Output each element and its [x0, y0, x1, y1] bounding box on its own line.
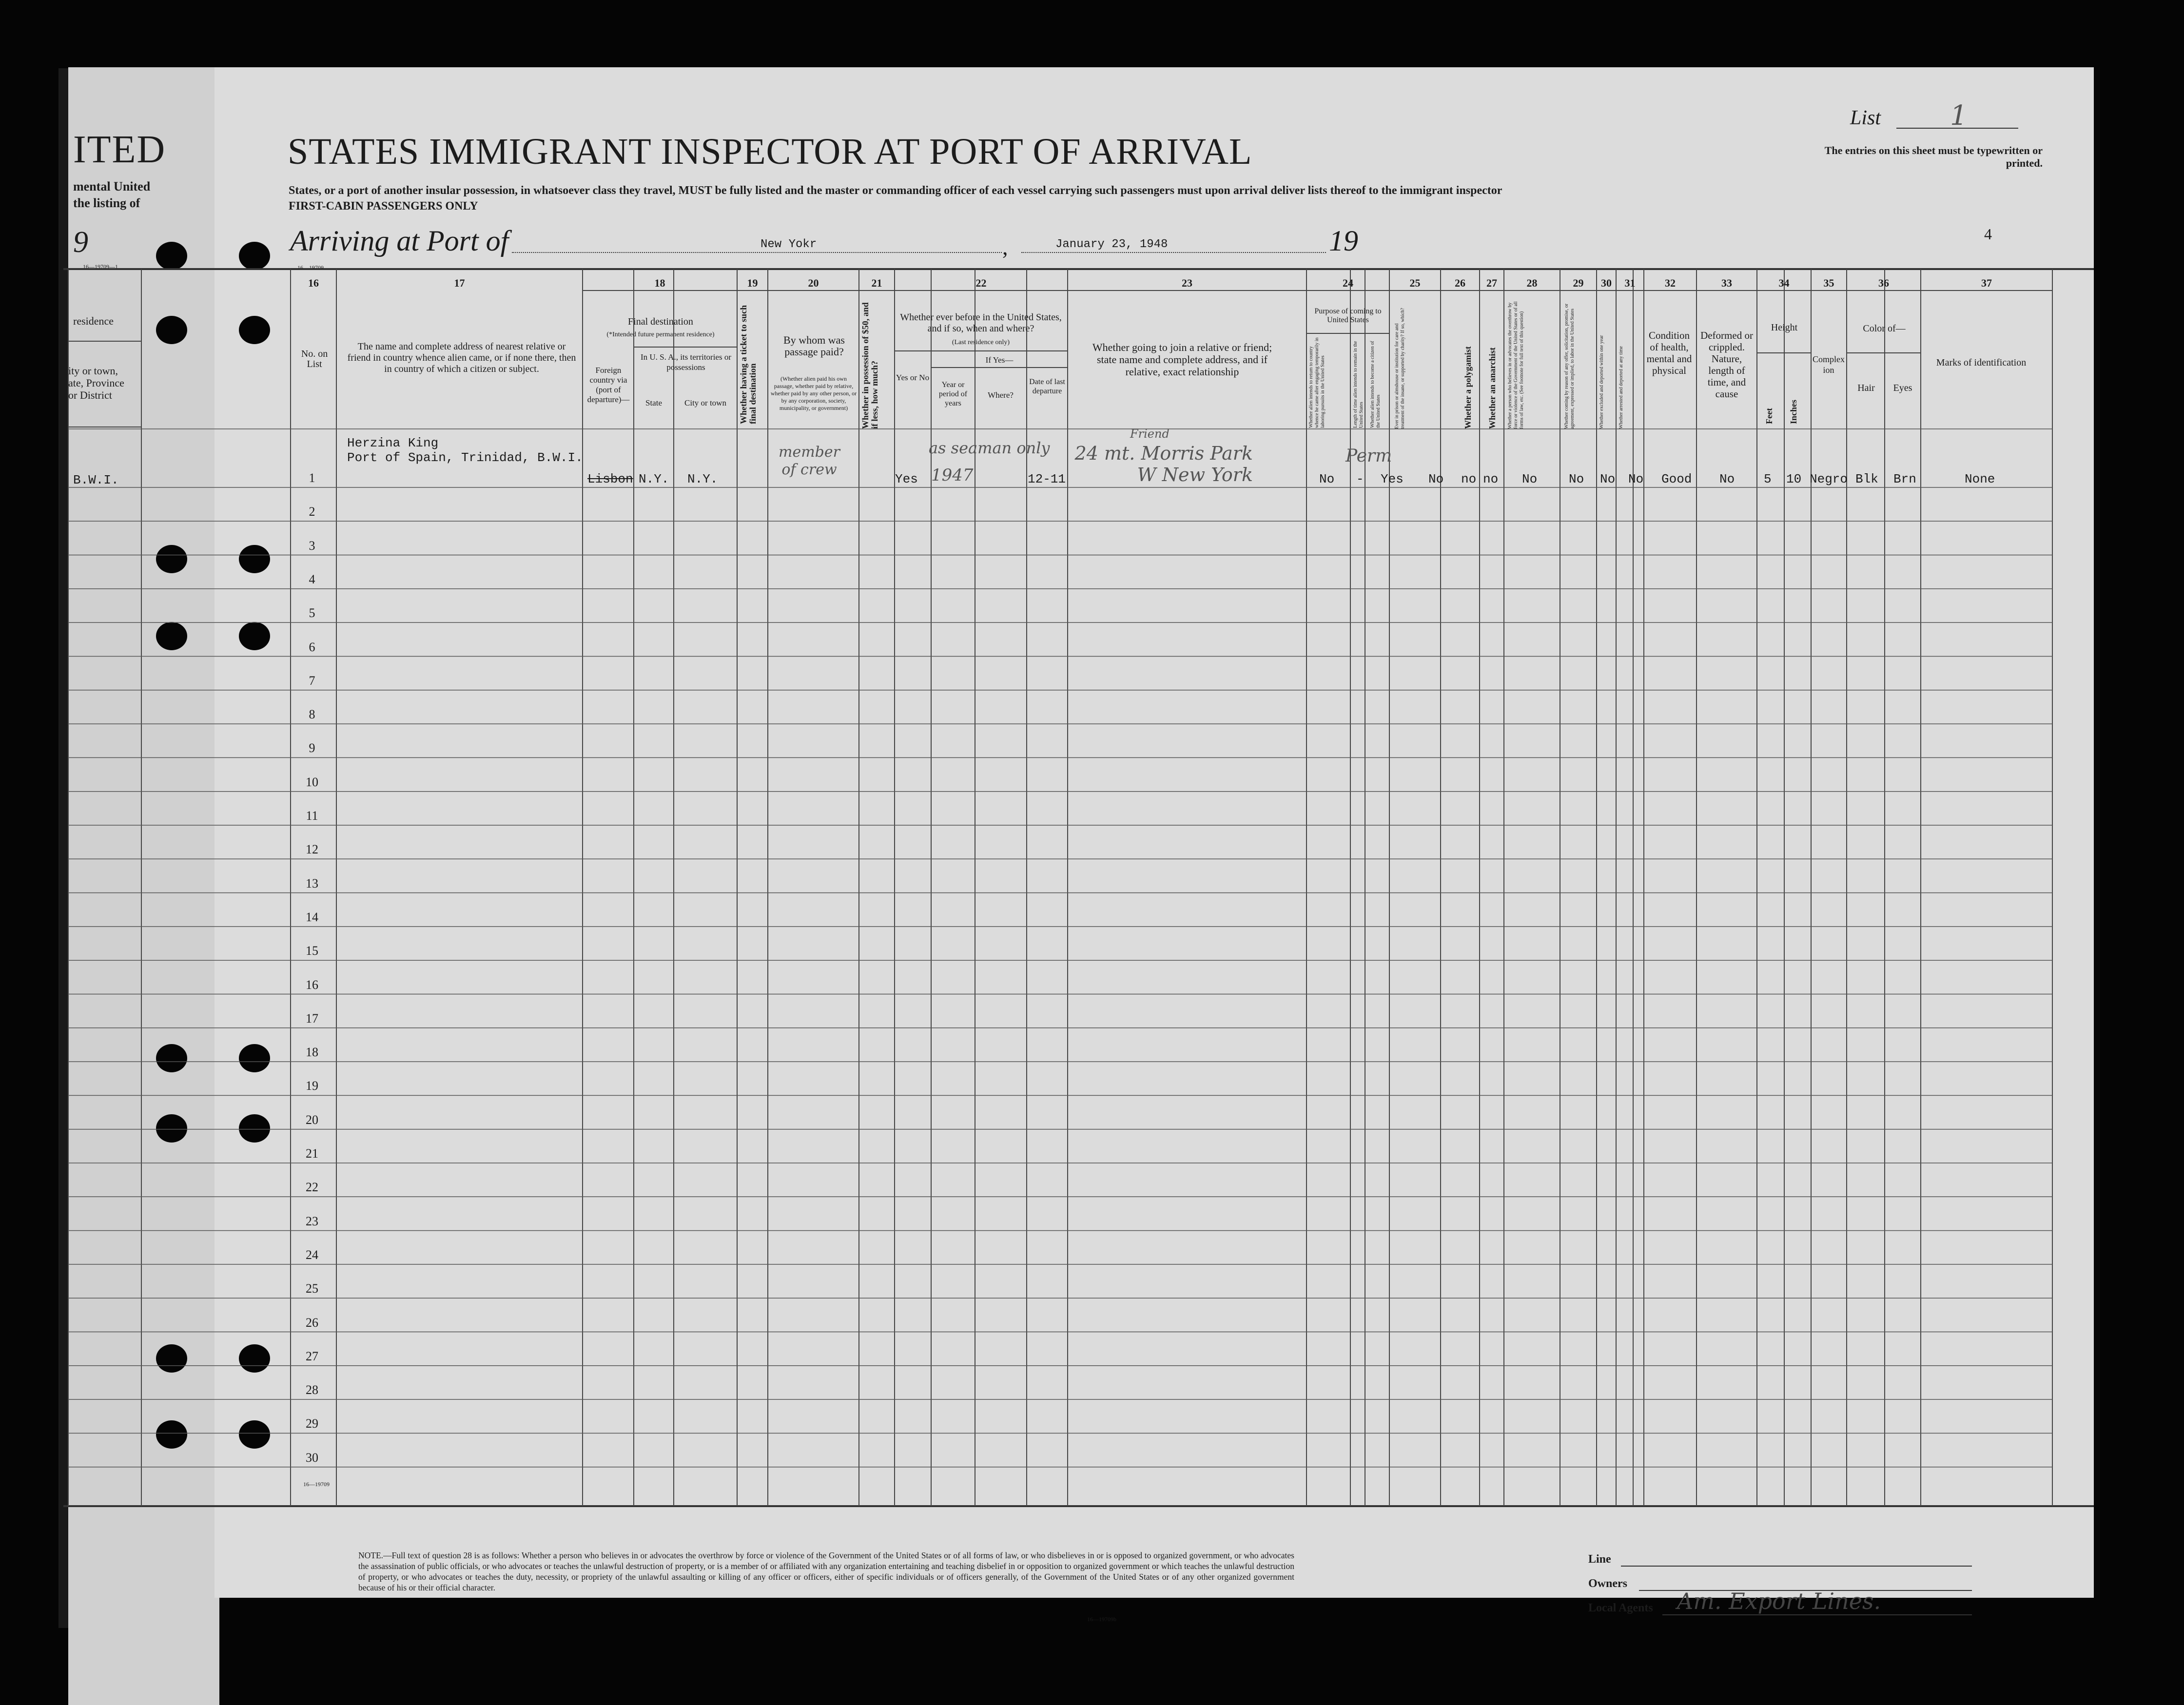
header-health: Condition of health, mental and physical	[1646, 329, 1692, 376]
comma: ,	[1002, 234, 1008, 259]
header-return-intent: Whether alien intends to return to country whence he came after engaging temporarily in laboring pursuits in the United States	[1308, 337, 1326, 428]
row-number: 8	[309, 707, 315, 722]
header-before-in-us: Whether ever before in the United States, and if so, when and where?	[900, 312, 1062, 334]
city-line: ate, Province	[68, 377, 124, 389]
header-foreign-via: Foreign country via (port of departure)—	[587, 366, 630, 404]
column-number: 27	[1486, 277, 1497, 289]
form-code-2: 16—19709	[297, 264, 324, 271]
going-to-join: 24 mt. Morris Park W New York	[1074, 443, 1253, 485]
header-feet: Feet	[1764, 408, 1774, 424]
eye-color: Brn	[1893, 472, 1916, 486]
page-title: STATES IMMIGRANT INSPECTOR AT PORT OF ARRIVAL	[288, 131, 1252, 172]
length-of-stay: -	[1356, 472, 1364, 486]
header-last-departure: Date of last departure	[1029, 378, 1065, 395]
column-number: 20	[808, 277, 819, 289]
agents-underline	[1662, 1614, 1972, 1615]
header-if-yes: If Yes—	[985, 355, 1014, 365]
last-departure: 12-11	[1028, 472, 1066, 486]
header-inches: Inches	[1789, 399, 1798, 424]
column-number: 26	[1455, 277, 1465, 289]
footnote: NOTE.—Full text of question 28 is as follows: Whether a person who believes in or advocates the overthrow by force or violence of the Government of the United States or of all forms of law, or who disbelieves in or is opposed to organized government, or who advocates the assassination of public officials, or who advocates or teaches the unlawful destruction of property, or is a member of or affiliated with any organization entertaining and teaching disbelief in or opposition to organized government or which teaches the unlawful destruction of property, or who advocates or teaches the duty, necessity, or propriety of the unlawful assaulting or killing of any officer or officers, either of specific individuals or of officers generally, of the Government of the United States or of any other organized government because of his or their official character.	[358, 1550, 1294, 1592]
header-q28: Whether a person who believes in or advocates the overthrow by force or violence of the Government of the United States or of all forms of law, etc. (See footnote for full text of this question)	[1507, 301, 1524, 429]
row-number: 21	[306, 1146, 318, 1161]
header-before-sub: (Last residence only)	[952, 339, 1010, 346]
header-purpose: Purpose of coming to United States	[1314, 307, 1382, 324]
header-going-to-join: Whether going to join a relative or friend; state name and complete address, and if relative, exact relationship	[1092, 341, 1272, 378]
q28: No	[1522, 472, 1538, 486]
residence-header: residence	[73, 315, 114, 327]
form-code: 16—19709—1	[83, 263, 118, 270]
polygamist: no	[1461, 472, 1477, 486]
row-number: 12	[306, 842, 318, 857]
health: Good	[1661, 472, 1692, 486]
row-number: 16	[306, 977, 318, 992]
column-number: 28	[1526, 277, 1538, 289]
header-relative: The name and complete address of nearest relative or friend in country whence alien came, or if none there, then in country of which a citizen or subject.	[347, 341, 576, 374]
year-in-us: 1947	[931, 465, 974, 485]
header-fifty-dollars: Whether in possession of $50, and if less, how much?	[860, 302, 879, 429]
city-line: ity or town,	[68, 365, 118, 377]
column-number: 32	[1665, 277, 1676, 289]
header-q29: Whether coming by reason of any offer, solicitation, promise, or agreement, expressed or implied, to labor in the United States	[1564, 303, 1575, 429]
header-final-destination: Final destination	[628, 316, 693, 327]
header-instruction: States, or a port of another insular possession, in whatsoever class they travel, MUST be fully listed and the master or commanding officer of each vessel carrying such passengers must upon arrival deliver lists thereof to the immigrant inspector	[289, 184, 1502, 197]
left-fragment-1: mental United	[73, 179, 151, 194]
row-number: 25	[306, 1281, 318, 1296]
header-anarchist: Whether an anarchist	[1487, 347, 1497, 429]
header-state: State	[645, 398, 662, 407]
header-final-destination-sub: (*Intended future permanent residence)	[606, 331, 715, 338]
row-number: 28	[306, 1383, 318, 1397]
header-height: Height	[1771, 322, 1798, 333]
header-in-usa: In U. S. A., its territories or possessions	[640, 352, 732, 372]
column-number: 36	[1878, 277, 1889, 289]
header-citizen-intent: Whether alien intends to become a citizen of the United States	[1370, 341, 1381, 428]
page-number: 4	[1984, 225, 1992, 243]
q29: No	[1569, 472, 1584, 486]
row-number: 14	[306, 910, 318, 924]
header-color-of: Color of—	[1863, 323, 1906, 334]
hair-color: Blk	[1855, 472, 1878, 486]
column-number: 24	[1343, 277, 1353, 289]
column-number: 37	[1981, 277, 1992, 289]
column-number: 35	[1823, 277, 1834, 289]
header-passage-paid: By whom was passage paid?	[783, 334, 845, 358]
foreign-via: Lisbon	[587, 472, 633, 486]
header-yes-no: Yes or No	[896, 373, 930, 382]
residence-row-1: B.W.I.	[73, 473, 119, 487]
relative-name: Herzina King	[347, 436, 439, 450]
residence-city-header	[68, 365, 141, 401]
list-label: List	[1850, 107, 1881, 129]
before-in-us: Yes	[895, 472, 918, 486]
header-deformed: Deformed or crippled. Nature, length of time, and cause	[1700, 329, 1753, 400]
column-number: 17	[454, 277, 465, 289]
year-prefix: 19	[1329, 225, 1358, 257]
row-number: 4	[309, 572, 315, 586]
column-number: 25	[1409, 277, 1421, 289]
header-city: City or town	[684, 398, 726, 407]
row-number: 13	[306, 876, 318, 891]
port-value: New Yokr	[760, 238, 817, 251]
footer-form-code: 16—19709b	[1087, 1616, 1116, 1623]
relative-address: Port of Spain, Trinidad, B.W.I.	[347, 450, 583, 465]
header-passage-sub: (Whether alien paid his own passage, whether paid by relative, whether paid by any other person, or by any corporation, society, municipality, or government)	[770, 375, 857, 411]
column-number: 19	[747, 277, 758, 289]
header-q30: Whether excluded and deported within one year	[1599, 335, 1604, 429]
going-to-join-note: Friend	[1130, 427, 1170, 441]
complexion: Negro	[1810, 472, 1848, 486]
list-number: 1	[1950, 100, 1968, 132]
height-feet: 5	[1764, 472, 1772, 486]
header-where: Where?	[988, 390, 1014, 400]
header-eyes: Eyes	[1893, 383, 1912, 393]
return-intent: No	[1319, 472, 1335, 486]
row-number: 15	[306, 944, 318, 958]
destination-city: N.Y.	[687, 472, 718, 486]
city-line: or District	[68, 389, 112, 401]
row-number: 26	[306, 1315, 318, 1330]
deformed: No	[1719, 472, 1735, 486]
title-fragment: ITED	[73, 128, 166, 171]
row-number: 18	[306, 1045, 318, 1060]
q30: No	[1600, 472, 1616, 486]
column-number: 16	[308, 277, 319, 289]
row-number: 22	[306, 1180, 318, 1195]
row-number: 9	[309, 741, 315, 756]
header-ticket: Whether having a ticket to such final destination	[739, 305, 758, 424]
line-label: Line	[1588, 1553, 1611, 1566]
column-number: 18	[654, 277, 665, 289]
row-number: 10	[306, 775, 318, 789]
row-number: 27	[306, 1349, 318, 1363]
column-number: 23	[1182, 277, 1192, 289]
row-number: 2	[309, 504, 315, 519]
row-number: 23	[306, 1214, 318, 1228]
marks-of-identification: None	[1965, 472, 1995, 486]
row-number: 19	[306, 1079, 318, 1093]
row-number: 7	[309, 673, 315, 688]
where-in-us: as seaman only	[929, 439, 1050, 457]
row-number: 24	[306, 1247, 318, 1262]
column-number: 21	[871, 277, 882, 289]
row-number: 6	[309, 639, 315, 654]
footer-form-code-left: 16—19709	[303, 1481, 330, 1488]
header-no-on-list: No. on List	[301, 349, 328, 369]
arriving-label: Arriving at Port of	[290, 225, 509, 257]
row-number: 20	[306, 1112, 318, 1127]
left-year-fragment: 9	[73, 226, 88, 259]
prison: No	[1428, 472, 1444, 486]
citizen-intent: Yes	[1381, 472, 1404, 486]
header-marks: Marks of identification	[1936, 357, 2027, 368]
passage-paid-by: member of crew	[779, 444, 840, 478]
length-of-stay-note: Perm	[1346, 446, 1392, 466]
row-number: 5	[309, 606, 315, 620]
header-length-of-stay: Length of time alien intends to remain in the United States	[1353, 341, 1364, 428]
column-number: 30	[1601, 277, 1612, 289]
row-number: 30	[306, 1450, 318, 1465]
date-value: January 23, 1948	[1055, 238, 1168, 251]
column-number: 29	[1573, 277, 1584, 289]
row-number: 11	[306, 809, 318, 823]
destination-state: N.Y.	[639, 472, 669, 486]
row-number: 1	[309, 471, 315, 485]
agents-label: Local Agents	[1588, 1602, 1653, 1614]
row-number: 3	[309, 538, 315, 553]
height-inches: 10	[1786, 472, 1802, 486]
entries-note: The entries on this sheet must be typewritten or printed.	[1824, 144, 2043, 169]
row-number: 17	[306, 1011, 318, 1026]
left-fragment-2: the listing of	[73, 196, 140, 210]
row-number: 29	[306, 1416, 318, 1431]
column-number: 22	[975, 277, 987, 289]
header-complexion: Complexion	[1813, 354, 1845, 375]
header-polygamist: Whether a polygamist	[1463, 346, 1473, 429]
first-cabin-label: FIRST-CABIN PASSENGERS ONLY	[289, 200, 478, 213]
column-number: 34	[1778, 277, 1790, 289]
q31: No	[1628, 472, 1644, 486]
anarchist: no	[1483, 472, 1499, 486]
header-q31: Whether arrested and deported at any time	[1618, 346, 1624, 429]
header-year: Year or period of years	[938, 381, 968, 407]
column-number: 33	[1721, 277, 1732, 289]
column-number: 31	[1624, 277, 1636, 289]
header-hair: Hair	[1857, 383, 1875, 393]
header-prison: Ever in prison or almshouse or institution for care and treatment of the insane, or supported by charity? If so, which?	[1394, 308, 1405, 429]
owners-label: Owners	[1588, 1577, 1627, 1590]
agents-value: Am. Export Lines.	[1677, 1588, 1881, 1614]
line-underline	[1621, 1566, 1972, 1567]
